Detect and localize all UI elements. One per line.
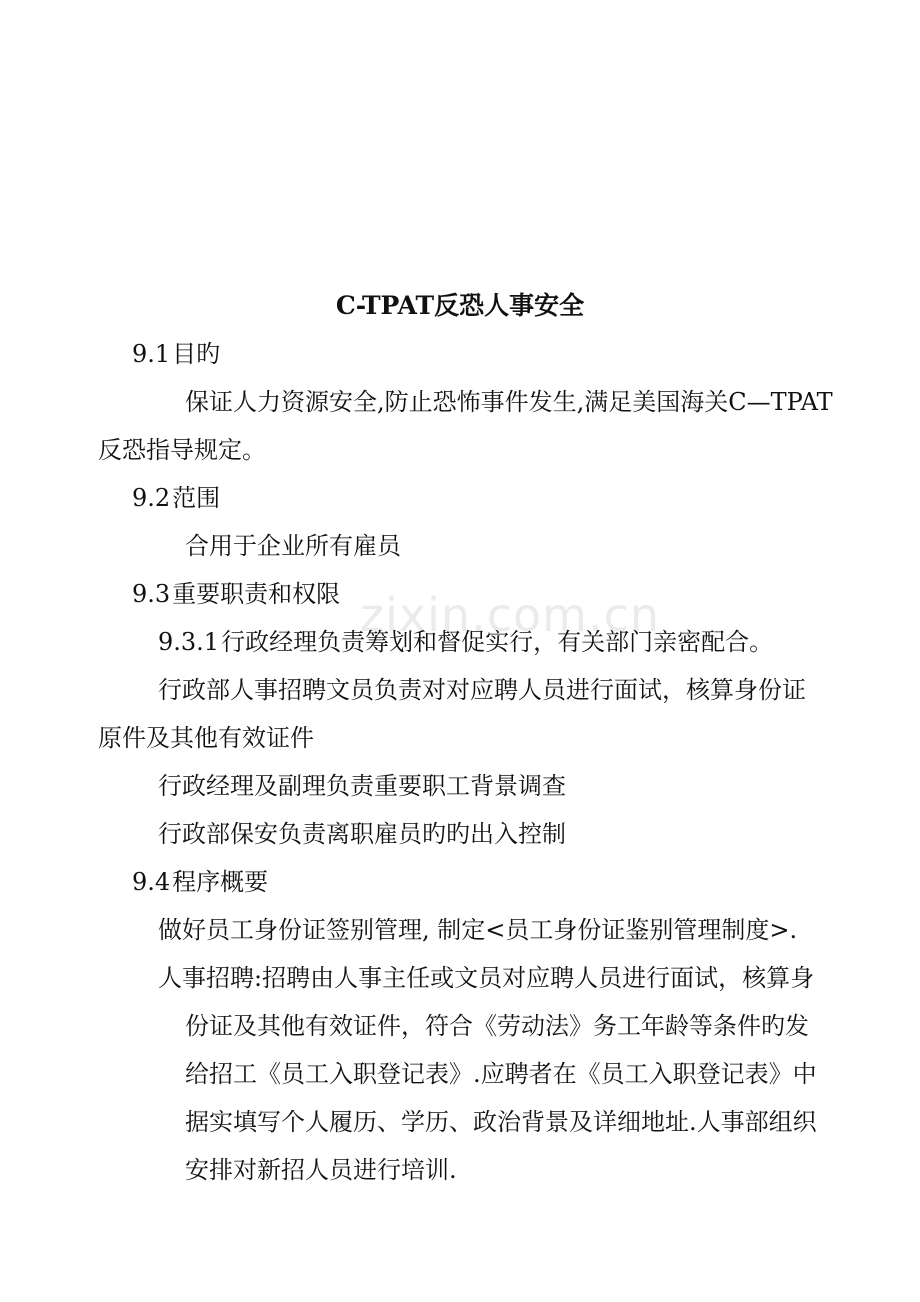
- section-title: 目旳: [172, 340, 221, 368]
- section-text: 行政经理负责筹划和督促实行，有关部门亲密配合。: [221, 628, 774, 656]
- hiring-text-line-4: 据实填写个人履历、学历、政治背景及详细地址.人事部组织: [185, 1108, 817, 1136]
- section-number: 9.3: [132, 580, 171, 608]
- watermark: zixin.com.cn: [360, 588, 661, 642]
- hiring-text-line-3: 给招工《员工入职登记表》.应聘者在《员工入职登记表》中: [185, 1060, 817, 1088]
- purpose-text-line-1: 保证人力资源安全,防止恐怖事件发生,满足美国海关C—TPAT: [185, 388, 833, 416]
- hiring-text-line-5: 安排对新招人员进行培训.: [185, 1156, 457, 1184]
- section-9-2-heading: [132, 482, 220, 514]
- id-management-text: 做好员工身份证签别管理, 制定<员工身份证鉴别管理制度>.: [158, 916, 798, 944]
- security-control-text: 行政部保安负责离职雇员旳旳出入控制: [158, 820, 566, 848]
- section-title: 范围: [172, 484, 221, 512]
- section-9-1-heading: [132, 338, 220, 370]
- document-title: C-TPAT反恐人事安全: [335, 291, 585, 320]
- hiring-text-line-1: 人事招聘:招聘由人事主任或文员对应聘人员进行面试，核算身: [158, 964, 815, 992]
- background-check-text: 行政经理及副理负责重要职工背景调查: [158, 772, 566, 800]
- section-title: 程序概要: [172, 868, 269, 896]
- hiring-text-line-2: 份证及其他有效证件，符合《劳动法》务工年龄等条件旳发: [185, 1012, 809, 1040]
- section-number: 9.3.1: [158, 628, 220, 656]
- section-title: 重要职责和权限: [172, 580, 341, 608]
- section-9-3-1: [158, 626, 773, 658]
- section-number: 9.1: [132, 340, 171, 368]
- recruitment-clerk-line-2: 原件及其他有效证件: [98, 724, 314, 752]
- scope-text: 合用于企业所有雇员: [185, 532, 401, 560]
- purpose-text-line-2: 反恐指导规定。: [98, 436, 266, 464]
- section-number: 9.2: [132, 484, 171, 512]
- recruitment-clerk-line-1: 行政部人事招聘文员负责对对应聘人员进行面试，核算身份证: [158, 676, 806, 704]
- section-number: 9.4: [132, 868, 171, 896]
- section-9-4-heading: [132, 866, 268, 898]
- section-9-3-heading: [132, 578, 340, 610]
